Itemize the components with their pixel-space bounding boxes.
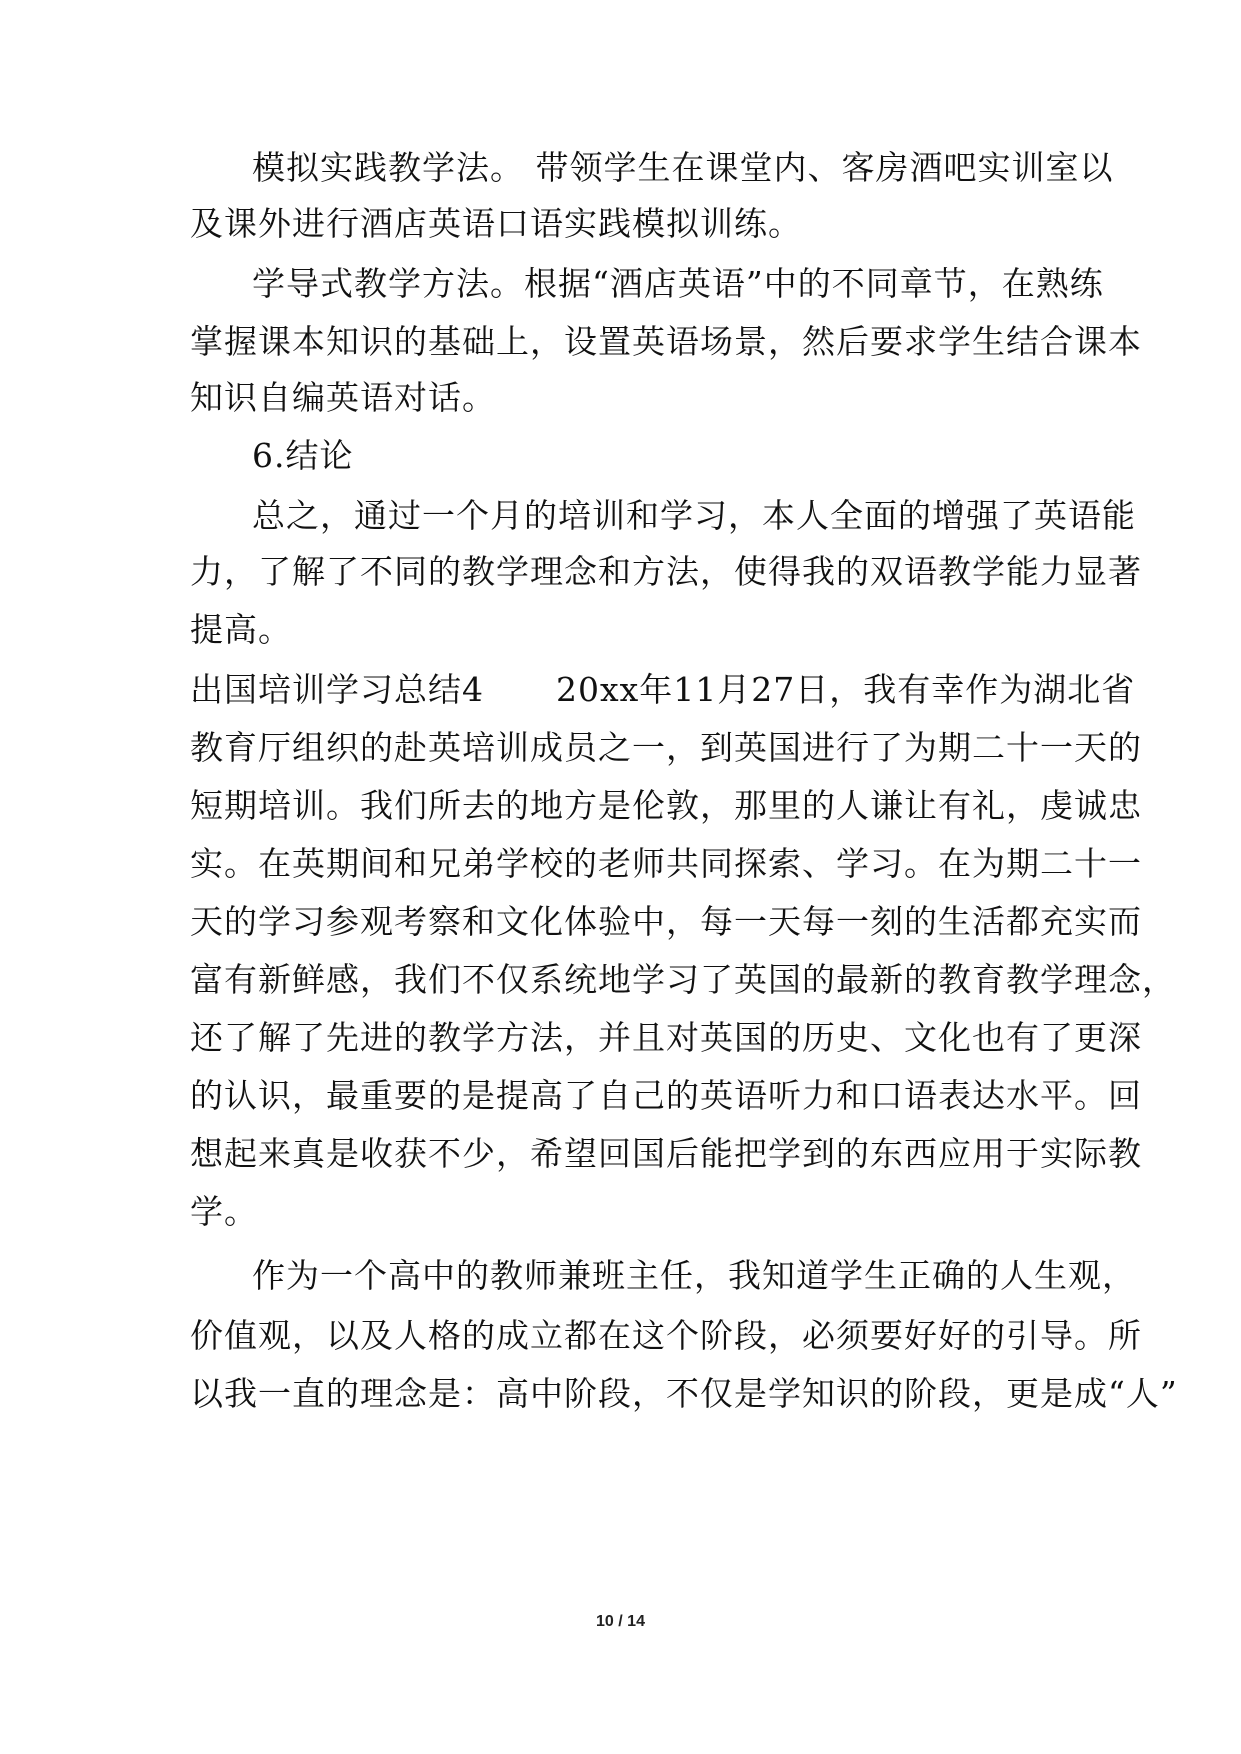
paragraph-line: 天的学习参观考察和文化体验中，每一天每一刻的生活都充实而: [190, 902, 1142, 941]
article-date-text: 20xx年11月27日，我有幸作为湖北省: [556, 670, 1136, 709]
paragraph-line: 想起来真是收获不少，希望回国后能把学到的东西应用于实际教: [190, 1134, 1142, 1173]
paragraph-line: 实。在英期间和兄弟学校的老师共同探索、学习。在为期二十一: [190, 844, 1142, 883]
paragraph-line: 以我一直的理念是：高中阶段，不仅是学知识的阶段，更是成“人”: [190, 1374, 1178, 1413]
paragraph-line: 价值观，以及人格的成立都在这个阶段，必须要好好的引导。所: [190, 1316, 1142, 1355]
paragraph-line: 提高。: [190, 610, 292, 649]
page-number: 10 / 14: [596, 1613, 645, 1630]
paragraph-line: 总之，通过一个月的培训和学习，本人全面的增强了英语能: [252, 496, 1136, 535]
paragraph-line: 教育厅组织的赴英培训成员之一，到英国进行了为期二十一天的: [190, 728, 1142, 767]
paragraph-line: 学。: [190, 1192, 258, 1231]
article-heading-line: [190, 670, 1135, 710]
paragraph-line: 掌握课本知识的基础上，设置英语场景，然后要求学生结合课本: [190, 322, 1142, 361]
paragraph-line: 富有新鲜感，我们不仅系统地学习了英国的最新的教育教学理念，: [190, 960, 1176, 999]
paragraph-line: 及课外进行酒店英语口语实践模拟训练。: [190, 204, 802, 243]
section-heading: 6.结论: [252, 436, 354, 475]
paragraph-line: 短期培训。我们所去的地方是伦敦，那里的人谦让有礼，虔诚忠: [190, 786, 1142, 825]
paragraph-line: 学导式教学方法。根据“酒店英语”中的不同章节，在熟练: [252, 264, 1104, 303]
paragraph-line: 作为一个高中的教师兼班主任，我知道学生正确的人生观，: [252, 1256, 1136, 1295]
article-title: 出国培训学习总结4: [190, 670, 484, 709]
paragraph-line: 还了解了先进的教学方法，并且对英国的历史、文化也有了更深: [190, 1018, 1142, 1057]
paragraph-line: 模拟实践教学法。 带领学生在课堂内、客房酒吧实训室以: [252, 148, 1114, 187]
paragraph-line: 的认识，最重要的是提高了自己的英语听力和口语表达水平。回: [190, 1076, 1142, 1115]
paragraph-line: 知识自编英语对话。: [190, 378, 496, 417]
paragraph-line: 力，了解了不同的教学理念和方法，使得我的双语教学能力显著: [190, 552, 1142, 591]
